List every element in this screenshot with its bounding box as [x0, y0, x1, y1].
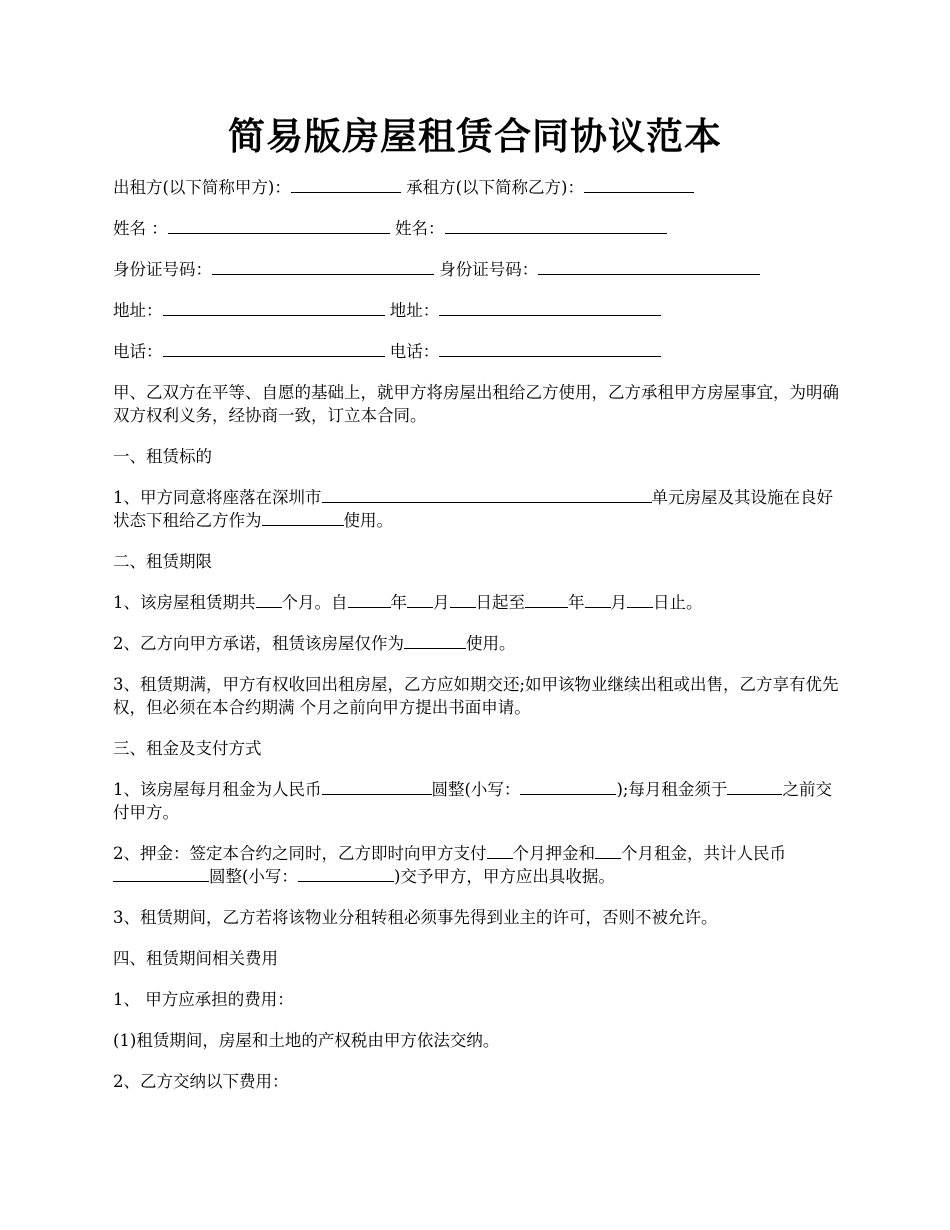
rent-months-blank[interactable] — [595, 843, 621, 859]
section-3-item-3: 3、租赁期间，乙方若将该物业分租转租必须事先得到业主的许可，否则不被允许。 — [113, 908, 718, 927]
id-b-blank[interactable] — [538, 259, 760, 275]
lessor-blank[interactable] — [291, 177, 401, 193]
tel-b-label: 电话： — [389, 342, 440, 361]
text-fragment: 日起至 — [475, 593, 525, 612]
tel-b-blank[interactable] — [439, 341, 661, 357]
party-row-address — [113, 299, 839, 322]
text-fragment: 个月。自 — [281, 593, 348, 612]
purpose-blank[interactable] — [404, 633, 466, 649]
text-fragment: 个月押金和 — [512, 844, 595, 863]
text-fragment: 年 — [390, 593, 407, 612]
lessee-label: 承租方(以下简称乙方)： — [406, 178, 584, 197]
tel-a-label: 电话： — [113, 342, 163, 361]
text-fragment: 2、押金：签定本合约之同时，乙方即时向甲方支付 — [113, 844, 487, 863]
section-4-item-2: 2、乙方交纳以下费用： — [113, 1072, 289, 1091]
text-fragment: 月 — [610, 593, 627, 612]
text-fragment: 单元房屋及其设施在良好状态下租给乙方作为 — [113, 488, 833, 530]
text-fragment: 1、该房屋租赁期共 — [113, 593, 256, 612]
text-fragment: );每月租金须于 — [616, 780, 728, 799]
party-row-id — [113, 258, 839, 281]
addr-b-blank[interactable] — [439, 300, 661, 316]
section-4-heading: 四、租赁期间相关费用 — [113, 949, 278, 968]
addr-a-label: 地址： — [113, 301, 163, 320]
name-b-label: 姓名： — [395, 219, 445, 238]
section-2-item-3: 3、租赁期满，甲方有权收回出租房屋，乙方应如期交还;如甲该物业继续出租或出售，乙方享有优先权，但必须在本合约期满 个月之前向甲方提出书面申请。 — [113, 675, 839, 717]
document-title: 简易版房屋租赁合同协议范本 — [228, 114, 722, 158]
name-b-blank[interactable] — [445, 218, 667, 234]
text-fragment: 个月租金，共计人民币 — [621, 844, 786, 863]
text-fragment: 圆整(小写： — [431, 780, 521, 799]
text-fragment: )交予甲方，甲方应出具收据。 — [393, 867, 615, 886]
section-2-item-2 — [113, 632, 839, 655]
id-a-blank[interactable] — [212, 259, 434, 275]
addr-a-blank[interactable] — [163, 300, 385, 316]
id-b-label: 身份证号码： — [439, 260, 539, 279]
name-a-blank[interactable] — [168, 218, 390, 234]
section-1-item-1 — [113, 486, 839, 532]
end-day-blank[interactable] — [627, 592, 653, 608]
rent-digits-blank[interactable] — [520, 779, 616, 795]
end-month-blank[interactable] — [585, 592, 611, 608]
start-day-blank[interactable] — [450, 592, 476, 608]
end-year-blank[interactable] — [525, 592, 568, 608]
section-3-item-1 — [113, 778, 839, 824]
total-amount-blank[interactable] — [113, 866, 209, 882]
location-blank[interactable] — [322, 487, 652, 503]
usage-blank[interactable] — [262, 510, 344, 526]
months-blank[interactable] — [256, 592, 282, 608]
start-year-blank[interactable] — [348, 592, 391, 608]
lessee-blank[interactable] — [584, 177, 694, 193]
lessor-label: 出租方(以下简称甲方)： — [113, 178, 291, 197]
deposit-months-blank[interactable] — [487, 843, 513, 859]
start-month-blank[interactable] — [407, 592, 433, 608]
section-4-item-1: 1、 甲方应承担的费用： — [113, 990, 294, 1009]
section-2-heading: 二、租赁期限 — [113, 552, 212, 571]
section-3-item-2 — [113, 842, 839, 888]
text-fragment: 圆整(小写： — [209, 867, 298, 886]
total-digits-blank[interactable] — [298, 866, 394, 882]
party-row-name — [113, 217, 839, 240]
name-a-label: 姓名 ： — [113, 219, 168, 238]
tel-a-blank[interactable] — [163, 341, 385, 357]
text-fragment: 1、该房屋每月租金为人民币 — [113, 780, 322, 799]
text-fragment: 日止。 — [653, 593, 703, 612]
text-fragment: 月 — [433, 593, 450, 612]
section-4-item-1-1: (1)租赁期间，房屋和土地的产权税由甲方依法交纳。 — [113, 1031, 500, 1050]
text-fragment: 使用。 — [343, 511, 393, 530]
section-2-item-1 — [113, 591, 839, 614]
addr-b-label: 地址： — [389, 301, 440, 320]
rent-amount-blank[interactable] — [322, 779, 432, 795]
text-fragment: 之前交付甲方。 — [113, 780, 832, 822]
party-row-phone — [113, 340, 839, 363]
section-1-heading: 一、租赁标的 — [113, 447, 212, 466]
party-row-names — [113, 176, 839, 199]
text-fragment: 1、甲方同意将座落在深圳市 — [113, 488, 322, 507]
text-fragment: 使用。 — [466, 634, 516, 653]
intro-paragraph: 甲、乙双方在平等、自愿的基础上，就甲方将房屋出租给乙方使用，乙方承租甲方房屋事宜，为明确双方权利义务，经协商一致，订立本合同。 — [113, 383, 839, 425]
text-fragment: 年 — [568, 593, 585, 612]
text-fragment: 2、乙方向甲方承诺，租赁该房屋仅作为 — [113, 634, 404, 653]
pay-date-blank[interactable] — [727, 779, 782, 795]
contract-body — [113, 176, 839, 1111]
id-a-label: 身份证号码： — [113, 260, 212, 279]
section-3-heading: 三、租金及支付方式 — [113, 739, 262, 758]
